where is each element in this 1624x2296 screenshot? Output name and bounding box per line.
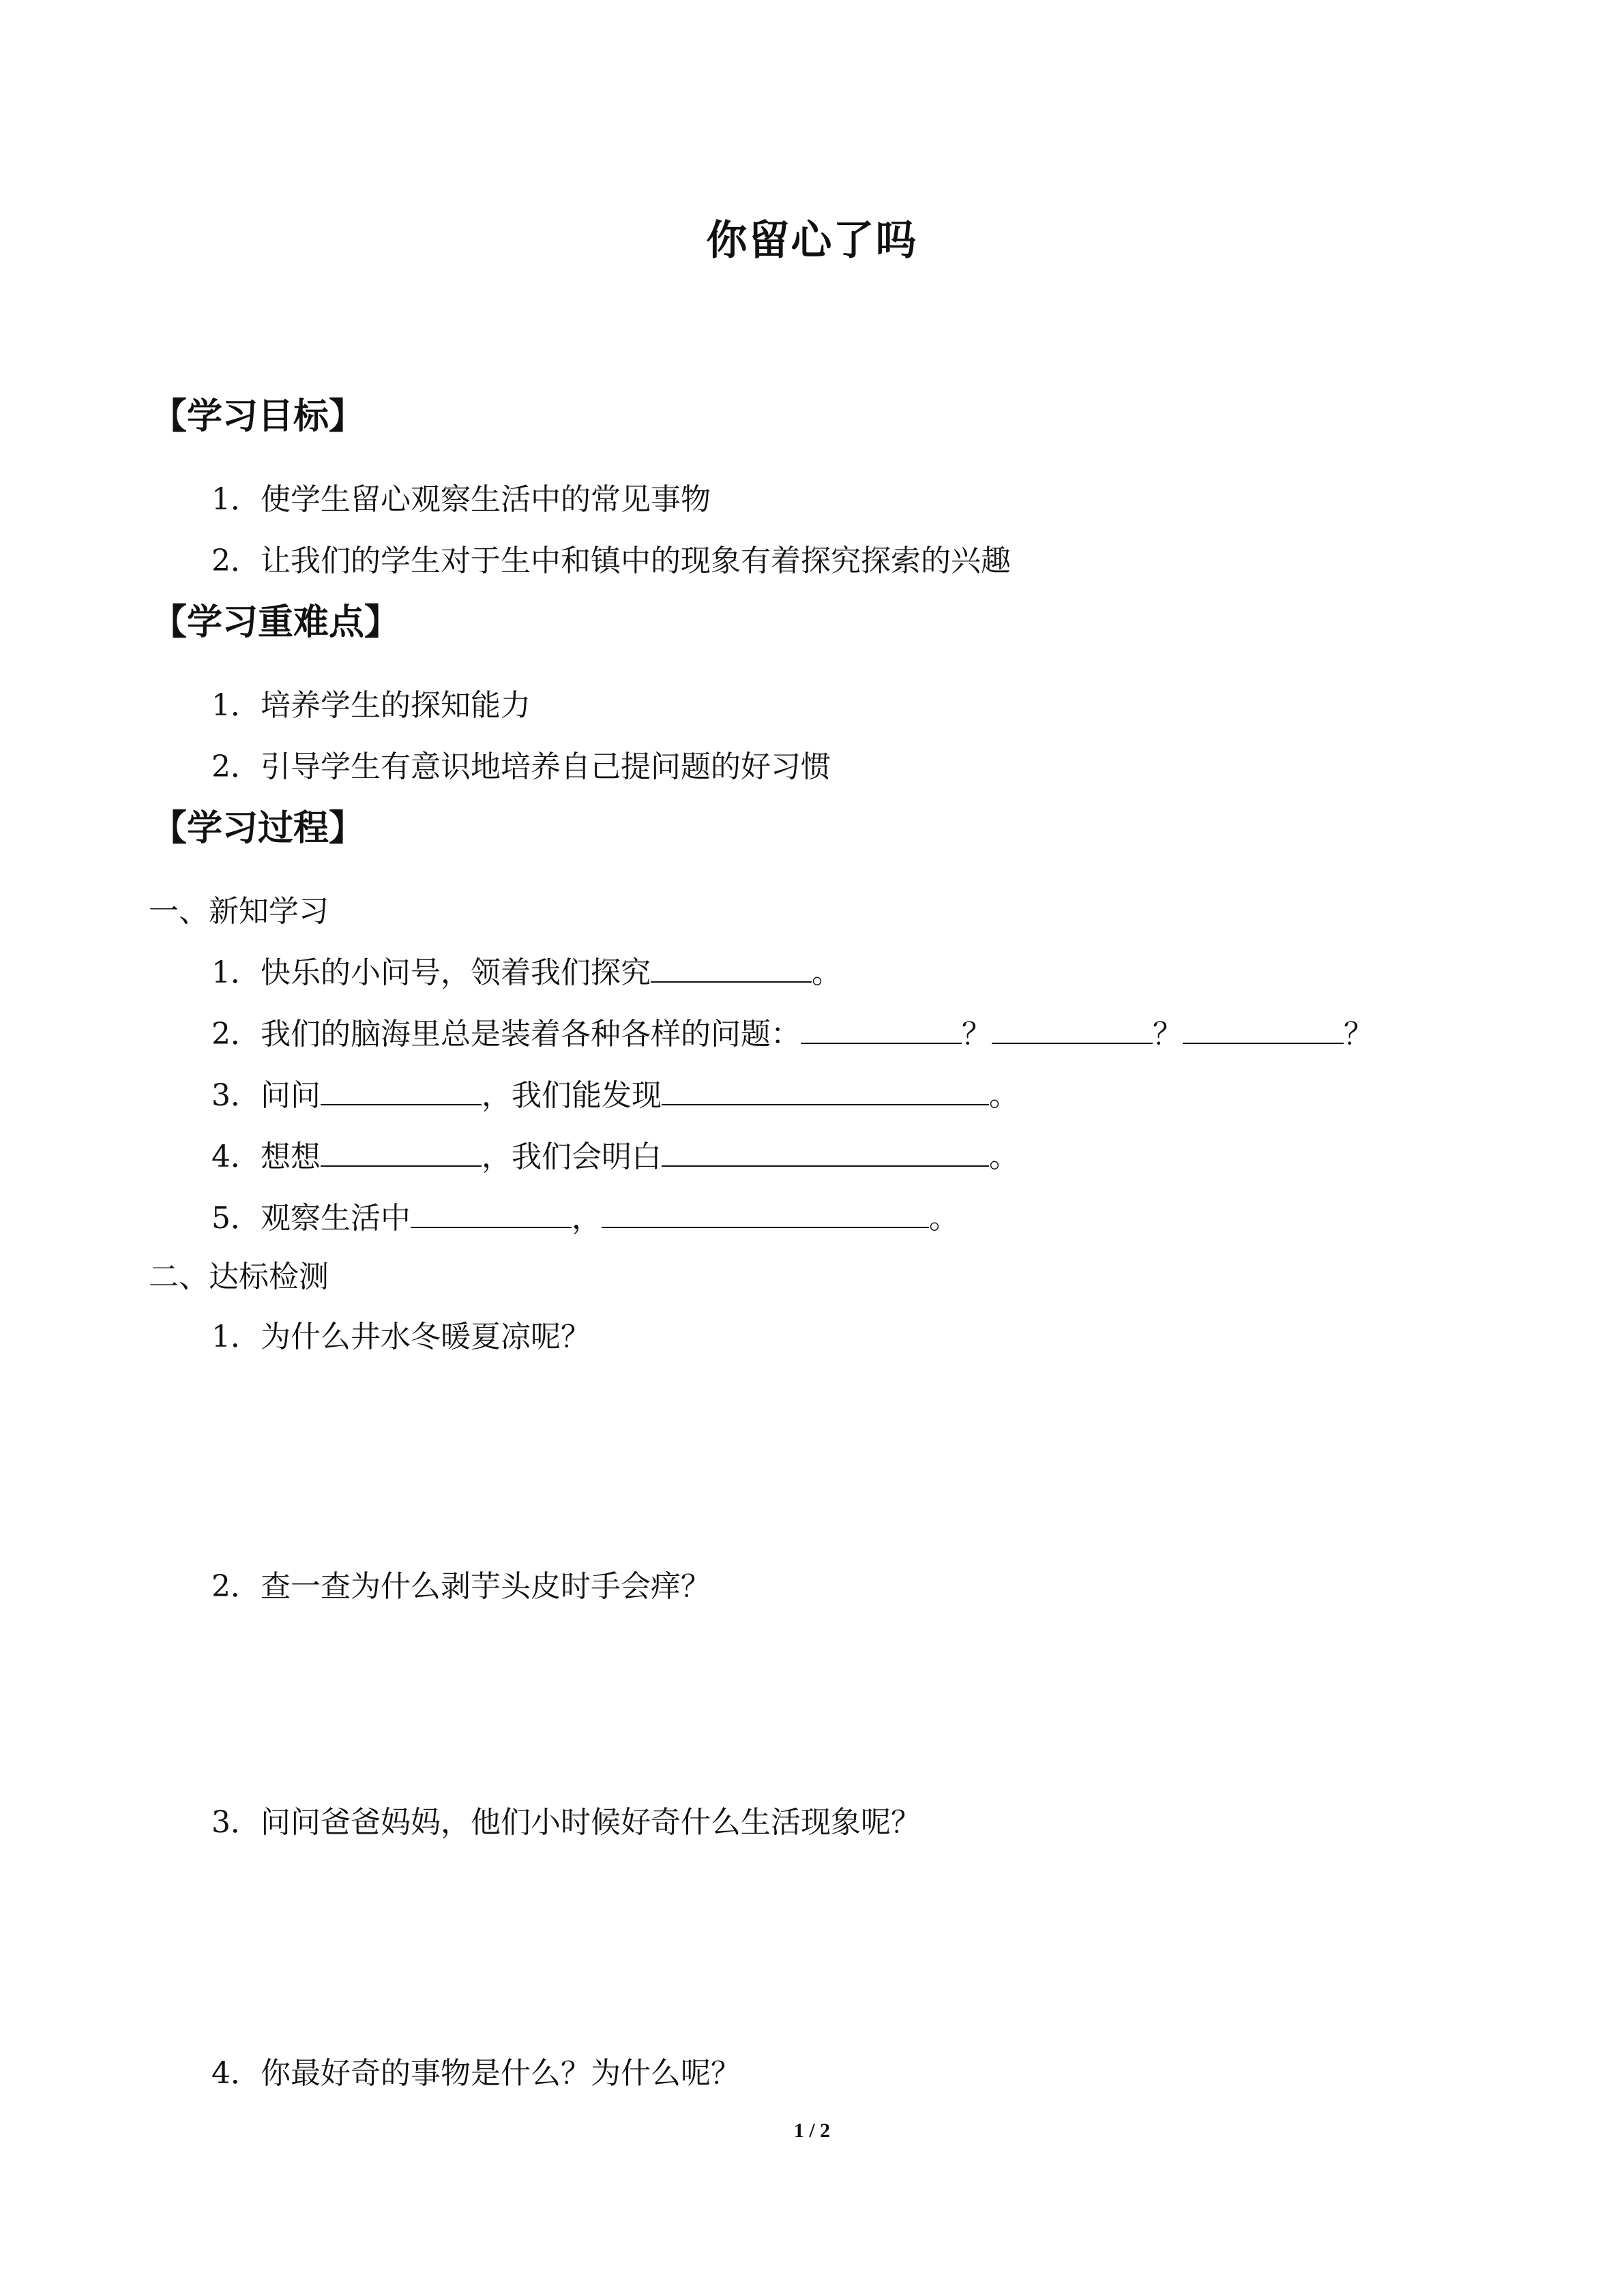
- section-heading-key-points: 【学习重难点】: [151, 602, 400, 643]
- fill-question-5-text: 5．观察生活中: [211, 1201, 411, 1236]
- answer-blank[interactable]: [602, 1199, 929, 1228]
- part-label-new-knowledge: 一、新知学习: [149, 894, 329, 929]
- fill-question-3-end: 。: [989, 1078, 1019, 1113]
- answer-blank[interactable]: [801, 1015, 962, 1044]
- fill-question-4-text: 4．想想: [211, 1139, 321, 1174]
- goal-item-1: 1．使学生留心观察生活中的常见事物: [211, 482, 711, 517]
- answer-blank[interactable]: [662, 1077, 989, 1105]
- section-heading-goals: 【学习目标】: [151, 396, 365, 437]
- key-point-item-1: 1．培养学生的探知能力: [211, 688, 531, 723]
- assessment-question-2: 2．查一查为什么剥芋头皮时手会痒？: [211, 1569, 711, 1604]
- fill-question-5-end: 。: [929, 1201, 959, 1236]
- part-label-assessment: 二、达标检测: [149, 1259, 329, 1294]
- answer-blank[interactable]: [1183, 1015, 1344, 1044]
- fill-question-2-mark-1: ？: [962, 1017, 992, 1052]
- assessment-question-4: 4．你最好奇的事物是什么？为什么呢？: [211, 2056, 741, 2091]
- answer-blank[interactable]: [651, 954, 812, 983]
- answer-blank[interactable]: [411, 1199, 572, 1228]
- key-point-item-2: 2．引导学生有意识地培养自己提问题的好习惯: [211, 749, 831, 784]
- assessment-question-1: 1．为什么井水冬暖夏凉呢？: [211, 1320, 591, 1354]
- fill-question-5-mid: ，: [572, 1201, 602, 1236]
- fill-question-2-text: 2．我们的脑海里总是装着各种各样的问题：: [211, 1017, 801, 1052]
- page-title: 你留心了吗: [706, 217, 918, 265]
- goal-item-2: 2．让我们的学生对于生中和镇中的现象有着探究探索的兴趣: [211, 543, 1011, 578]
- fill-question-2: [211, 1009, 1374, 1053]
- fill-question-5: [211, 1193, 959, 1237]
- fill-question-3: [211, 1071, 1019, 1114]
- page-number: 1 / 2: [793, 2119, 831, 2142]
- fill-question-2-mark-2: ？: [1153, 1017, 1183, 1052]
- fill-question-1-text: 1．快乐的小问号，领着我们探究: [211, 955, 651, 990]
- answer-blank[interactable]: [321, 1138, 482, 1167]
- fill-question-3-mid: ，我们能发现: [482, 1078, 662, 1113]
- answer-blank[interactable]: [662, 1138, 989, 1167]
- fill-question-4: [211, 1132, 1019, 1176]
- fill-question-4-mid: ，我们会明白: [482, 1139, 662, 1174]
- answer-blank[interactable]: [321, 1077, 482, 1105]
- section-heading-process: 【学习过程】: [151, 808, 365, 849]
- fill-question-1: [211, 948, 842, 992]
- fill-question-4-end: 。: [989, 1139, 1019, 1174]
- answer-blank[interactable]: [992, 1015, 1153, 1044]
- fill-question-2-mark-3: ？: [1344, 1017, 1374, 1052]
- fill-question-3-text: 3．问问: [211, 1078, 321, 1113]
- assessment-question-3: 3．问问爸爸妈妈，他们小时候好奇什么生活现象呢？: [211, 1805, 921, 1840]
- fill-question-1-end: 。: [812, 955, 842, 990]
